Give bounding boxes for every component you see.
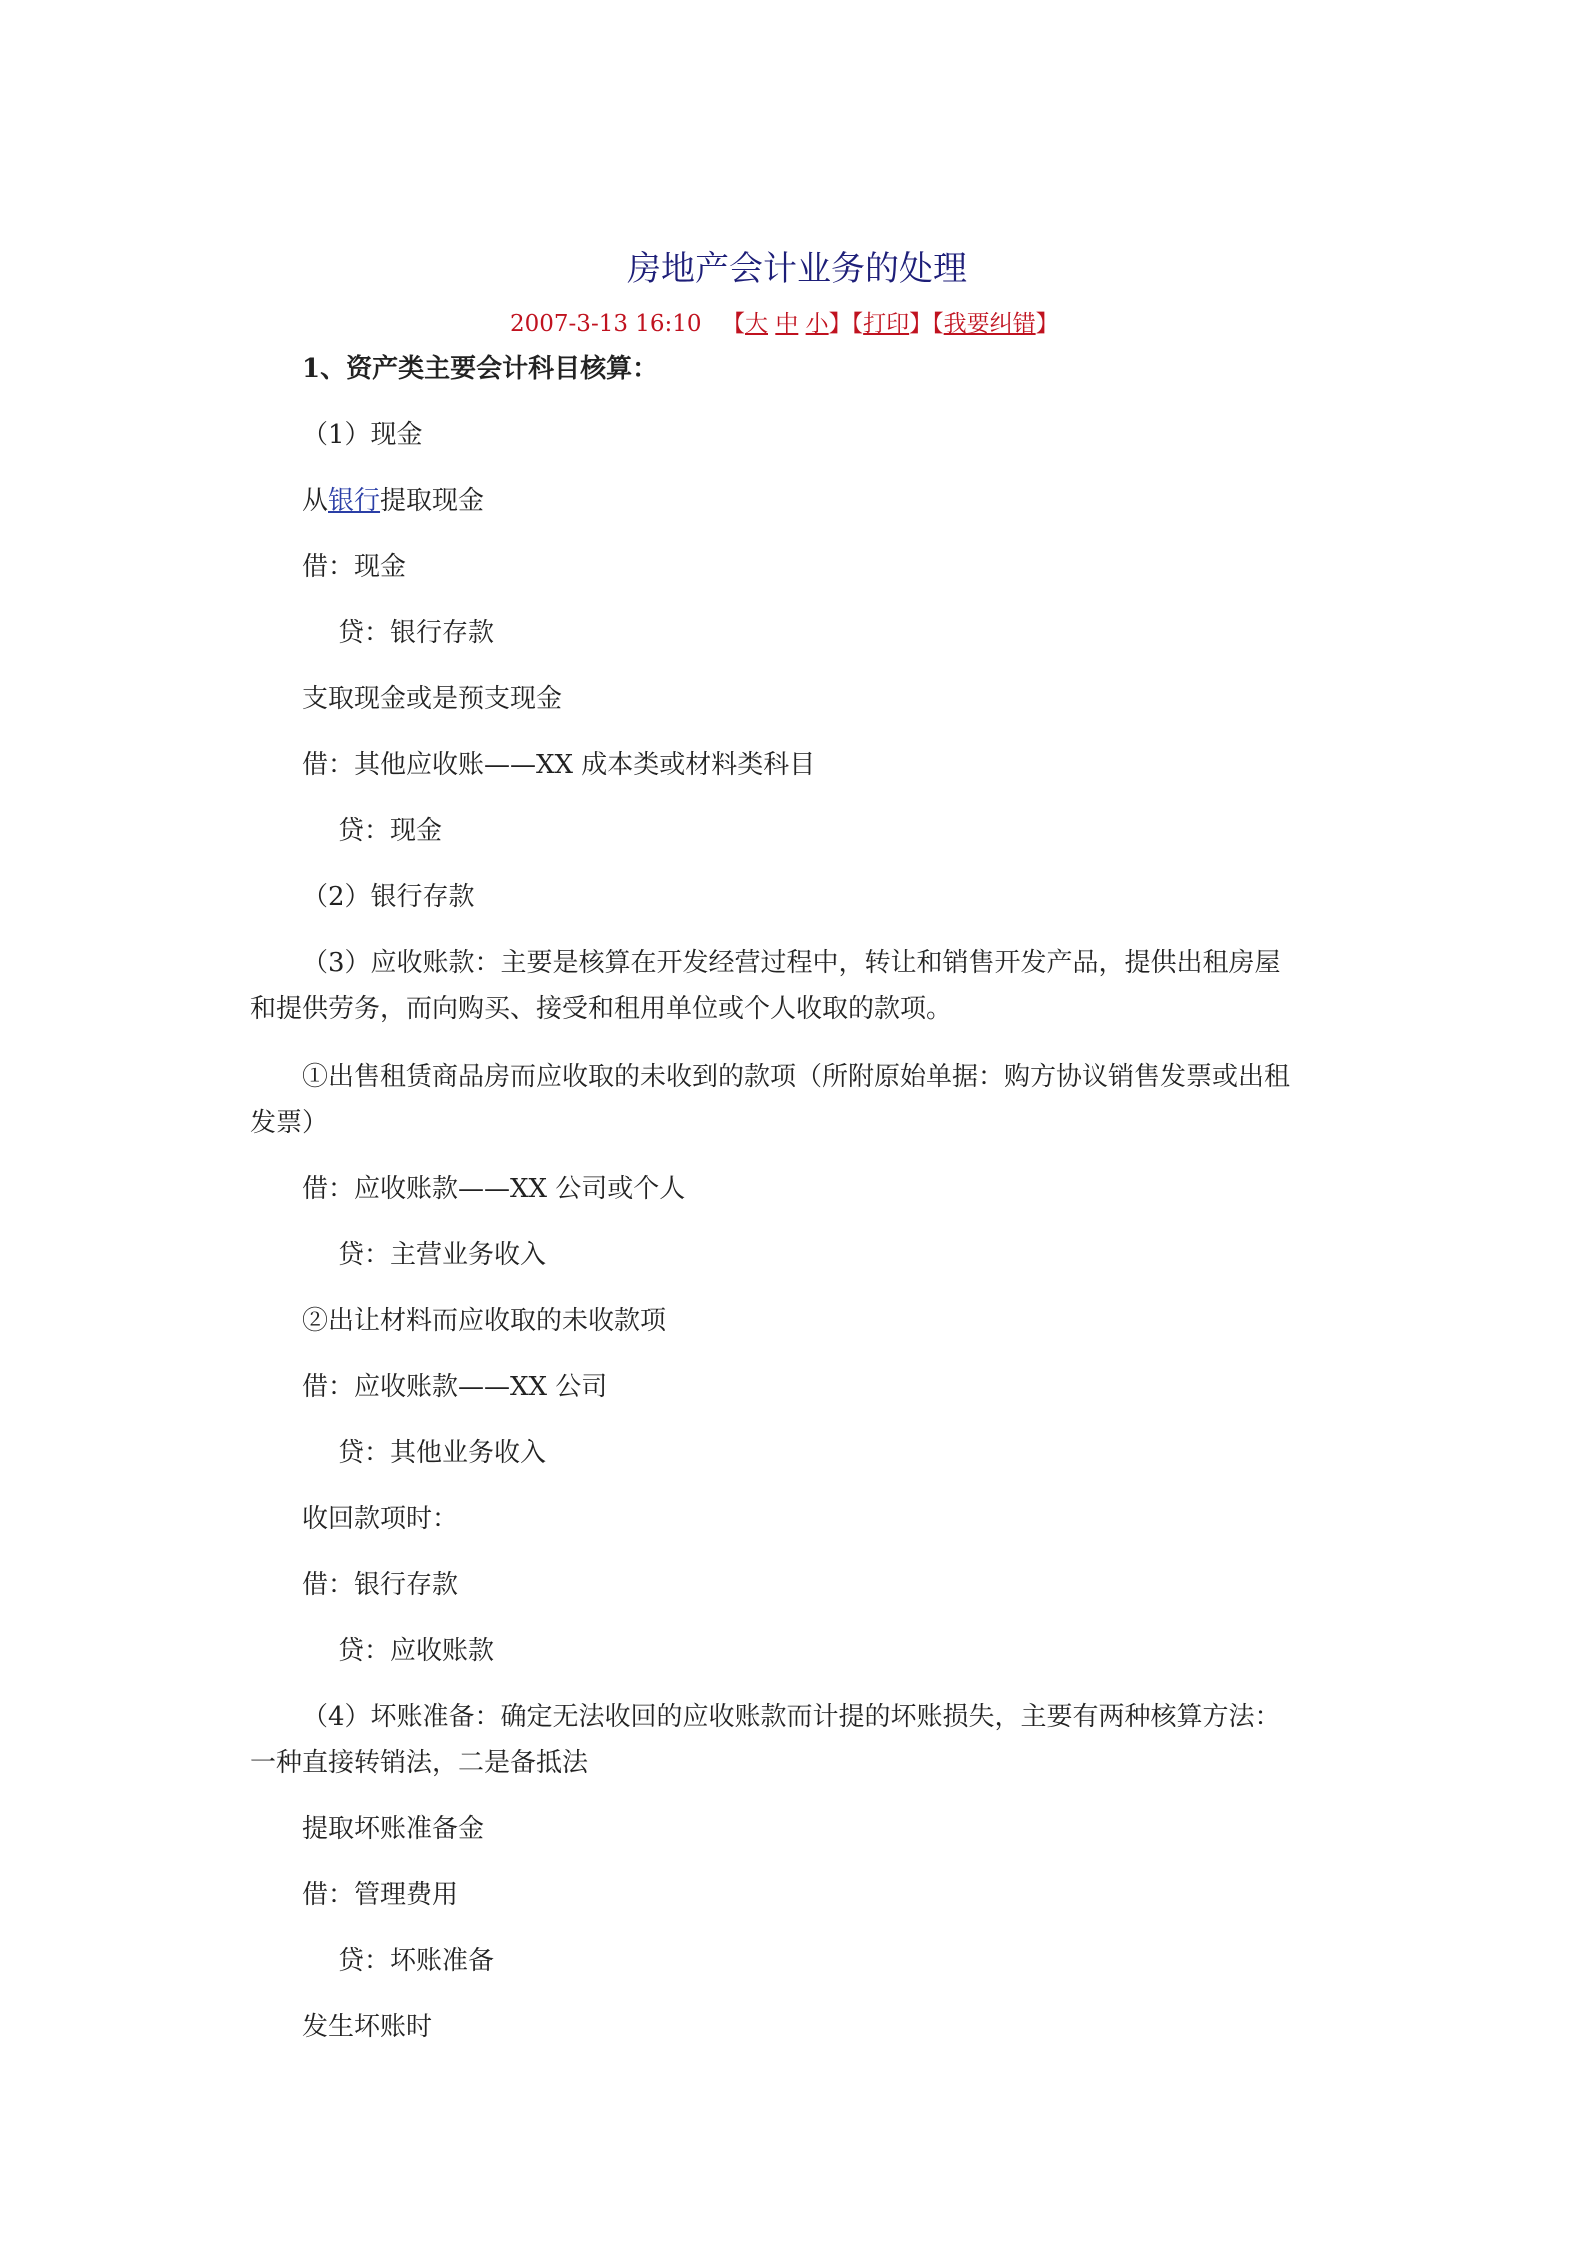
entry-credit: 贷：坏账准备 xyxy=(338,1946,495,1976)
bank-link[interactable]: 银行 xyxy=(328,486,381,516)
section-heading: 1、资产类主要会计科目核算： xyxy=(302,354,659,384)
article-title: 房地产会计业务的处理 xyxy=(627,249,967,289)
entry-debit: 借：现金 xyxy=(302,552,407,582)
font-size-medium-link[interactable]: 中 xyxy=(775,311,799,337)
text-suffix: 提取现金 xyxy=(380,486,485,516)
entry-credit: 贷：银行存款 xyxy=(338,618,495,648)
paragraph-collect: 收回款项时： xyxy=(302,1504,459,1534)
paragraph-line: （3）应收账款：主要是核算在开发经营过程中，转让和销售开发产品，提供出租房屋 xyxy=(302,948,1281,978)
font-size-small-link[interactable]: 小 xyxy=(805,311,829,337)
paragraph-withdraw-cash xyxy=(302,478,484,524)
text-prefix: 从 xyxy=(302,486,329,516)
entry-debit: 借：应收账款——XX 公司或个人 xyxy=(302,1174,686,1204)
subheading-bank-deposit: （2）银行存款 xyxy=(302,882,475,912)
paragraph-material: ②出让材料而应收取的未收款项 xyxy=(302,1306,667,1336)
bracket-close: 】 xyxy=(1035,311,1059,337)
article-toolbar xyxy=(722,304,1059,344)
entry-credit: 贷：应收账款 xyxy=(338,1636,495,1666)
bracket-open: 【 xyxy=(851,311,864,337)
font-size-large-link[interactable]: 大 xyxy=(745,311,768,337)
entry-debit: 借：管理费用 xyxy=(302,1880,459,1910)
paragraph-provision: 提取坏账准备金 xyxy=(302,1814,485,1844)
print-link[interactable]: 打印 xyxy=(863,311,910,337)
paragraph-sale-receivable xyxy=(250,1054,1360,1146)
paragraph-line: 发票） xyxy=(250,1108,329,1138)
report-error-link[interactable]: 我要纠错 xyxy=(943,311,1036,337)
paragraph-occur: 发生坏账时 xyxy=(302,2012,433,2042)
paragraph-line: ①出售租赁商品房而应收取的未收到的款项（所附原始单据：购方协议销售发票或出租 xyxy=(302,1062,1291,1092)
article-meta xyxy=(0,304,1594,344)
entry-credit: 贷：主营业务收入 xyxy=(338,1240,547,1270)
paragraph-line: 和提供劳务，而向购买、接受和租用单位或个人收取的款项。 xyxy=(250,994,953,1024)
entry-credit: 贷：其他业务收入 xyxy=(338,1438,547,1468)
bracket-close: 】 xyxy=(828,311,852,337)
bracket-open: 【 xyxy=(722,311,745,337)
paragraph-pay-cash: 支取现金或是预支现金 xyxy=(302,684,563,714)
entry-debit: 借：其他应收账——XX 成本类或材料类科目 xyxy=(302,750,816,780)
paragraph-bad-debt xyxy=(250,1694,1360,1786)
publish-date: 2007-3-13 16:10 xyxy=(510,311,702,337)
bracket-close: 】 xyxy=(909,311,933,337)
entry-debit: 借：应收账款——XX 公司 xyxy=(302,1372,608,1402)
paragraph-accounts-receivable xyxy=(250,940,1360,1032)
paragraph-line: 一种直接转销法，二是备抵法 xyxy=(250,1748,589,1778)
subheading-cash: （1）现金 xyxy=(302,420,423,450)
bracket-open: 【 xyxy=(932,311,944,337)
entry-credit: 贷：现金 xyxy=(338,816,443,846)
paragraph-line: （4）坏账准备：确定无法收回的应收账款而计提的坏账损失，主要有两种核算方法： xyxy=(302,1702,1281,1732)
entry-debit: 借：银行存款 xyxy=(302,1570,459,1600)
